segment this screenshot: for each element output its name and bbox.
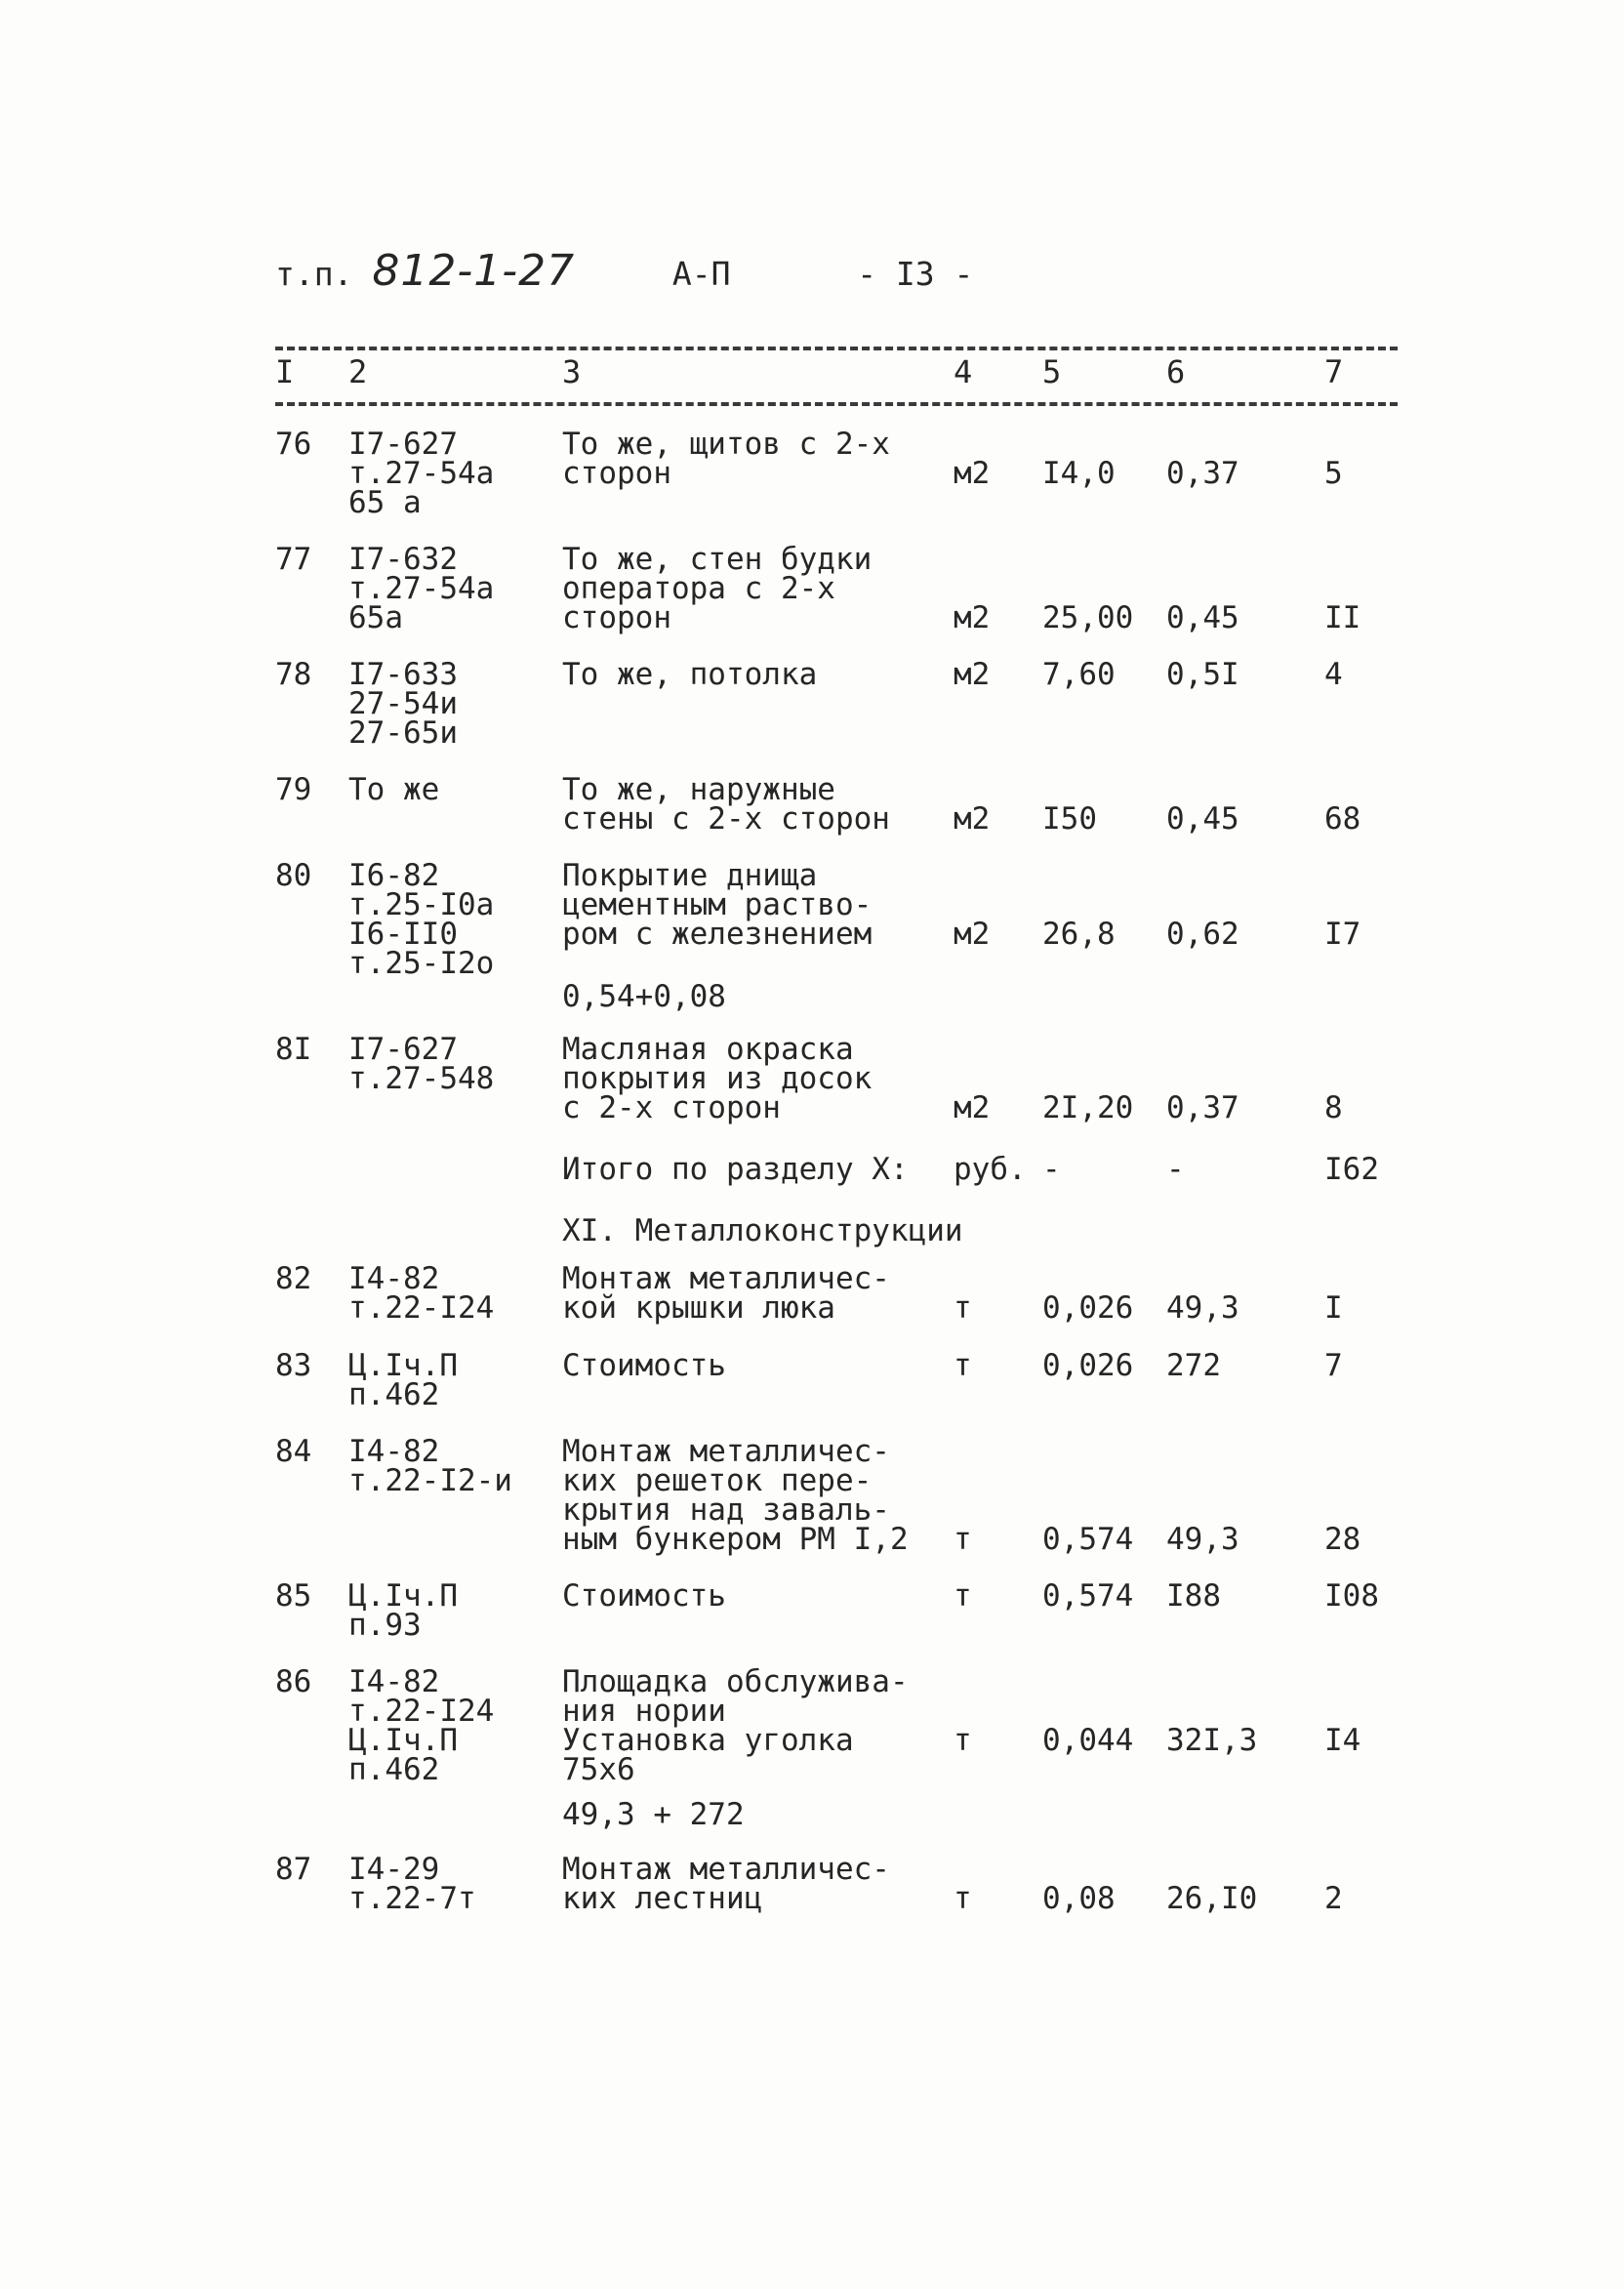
work-description [562,858,873,952]
norm-code-line: I7-627 [348,427,458,462]
row-number: 79 [275,772,312,807]
col-header-7: 7 [1324,353,1344,390]
unit: м2 [954,456,991,491]
col-header-4: 4 [954,353,973,390]
unit-price: 0,45 [1166,600,1239,635]
work-description [562,1434,909,1557]
work-description-line: Покрытие днища [562,858,818,893]
norm-code-line: I7-627 [348,1032,458,1067]
norm-code-line: п.93 [348,1608,422,1643]
row-number: 86 [275,1664,312,1699]
row-number: 77 [275,542,312,577]
row-number: 76 [275,427,312,462]
row-number: 85 [275,1578,312,1614]
work-description [562,1578,726,1614]
work-description [562,1852,890,1916]
norm-code-line: I7-633 [348,657,458,692]
norm-code [348,1664,495,1787]
row-number: 78 [275,657,312,692]
doc-number: 812-1-27 [372,246,576,296]
row-number: 83 [275,1348,312,1383]
page-header [275,246,973,296]
col-header-5: 5 [1042,353,1062,390]
norm-code-line: т.22-I24 [348,1694,495,1729]
unit-price: 0,37 [1166,456,1239,491]
work-description [562,1664,909,1787]
total-cost: I4 [1324,1723,1361,1758]
unit: м2 [954,917,991,952]
work-description-line: оператора с 2-х [562,571,835,606]
work-description-line: цементным раство- [562,887,873,922]
quantity: 7,60 [1042,657,1116,692]
norm-code-line: I4-82 [348,1434,440,1469]
unit: м2 [954,657,991,692]
norm-code-line: I4-82 [348,1664,440,1699]
subtotal-total: I62 [1324,1152,1379,1187]
section-title: ХI. Металлоконструкции [562,1213,963,1248]
quantity: 2I,20 [1042,1090,1134,1125]
norm-code-line: 27-54и [348,686,458,721]
work-description-line: 75х6 [562,1752,635,1787]
total-cost: 2 [1324,1881,1343,1916]
norm-code-line: Ц.Iч.П [348,1348,458,1383]
unit-price: 0,37 [1166,1090,1239,1125]
work-description [562,427,890,491]
norm-code [348,427,495,520]
total-cost: 68 [1324,801,1361,837]
norm-code-line: Ц.Iч.П [348,1723,458,1758]
work-description-line: Установка уголка [562,1723,854,1758]
total-cost: I08 [1324,1578,1379,1614]
norm-code [348,1348,458,1412]
norm-code [348,542,495,635]
norm-code-line: т.27-54а [348,571,495,606]
norm-code-line: т.22-I24 [348,1290,495,1326]
work-description-line: крытия над заваль- [562,1492,890,1528]
col-header-1: I [275,353,295,390]
work-description-line: Площадка обслужива- [562,1664,909,1699]
calc-note: 0,54+0,08 [562,979,726,1014]
work-description-line: Монтаж металличес- [562,1852,890,1887]
norm-code-line: То же [348,772,440,807]
unit: м2 [954,600,991,635]
norm-code-line: т.27-54а [348,456,495,491]
work-description [562,542,873,635]
quantity: 0,026 [1042,1348,1134,1383]
norm-code-line: т.22-7т [348,1881,476,1916]
work-description-line: ром с железнением [562,917,873,952]
norm-code [348,1578,458,1643]
norm-code-line: I4-82 [348,1261,440,1296]
unit-price: 26,I0 [1166,1881,1258,1916]
quantity: 25,00 [1042,600,1134,635]
unit-price: 49,3 [1166,1522,1239,1557]
norm-code [348,1032,495,1096]
norm-code-line: т.25-I0а [348,887,495,922]
unit: т [954,1881,972,1916]
work-description-line: То же, стен будки [562,542,873,577]
norm-code-line: 65 а [348,485,422,520]
unit-price: 0,5I [1166,657,1239,692]
total-cost: I7 [1324,917,1361,952]
work-description-line: То же, щитов с 2-х [562,427,890,462]
work-description-line: Монтаж металличес- [562,1434,890,1469]
norm-code-line: т.25-I2о [348,946,495,981]
subtotal-unit: руб. [954,1152,1027,1187]
unit: м2 [954,1090,991,1125]
norm-code-line: I7-632 [348,542,458,577]
unit-price: 32I,3 [1166,1723,1258,1758]
quantity: 0,574 [1042,1522,1134,1557]
work-description [562,1261,890,1326]
page-number: - I3 - [857,255,974,293]
norm-code-line: I6-82 [348,858,440,893]
norm-code-line: 27-65и [348,715,458,751]
quantity: 0,08 [1042,1881,1116,1916]
unit-price: 0,45 [1166,801,1239,837]
norm-code [348,1852,476,1916]
work-description-line: ких лестниц [562,1881,763,1916]
norm-code [348,772,440,807]
norm-code [348,1434,512,1498]
work-description-line: с 2-х сторон [562,1090,781,1125]
quantity: I50 [1042,801,1097,837]
work-description-line: То же, потолка [562,657,818,692]
work-description-line: Стоимость [562,1348,726,1383]
row-number: 8I [275,1032,312,1067]
total-cost: 5 [1324,456,1343,491]
norm-code-line: п.462 [348,1752,440,1787]
work-description-line: ным бункером РМ I,2 [562,1522,909,1557]
unit: т [954,1348,972,1383]
total-cost: II [1324,600,1361,635]
row-number: 87 [275,1852,312,1887]
subtotal-price: - [1166,1152,1185,1187]
col-header-6: 6 [1166,353,1186,390]
row-number: 84 [275,1434,312,1469]
subtotal-label: Итого по разделу Х: [562,1152,909,1187]
quantity: 0,574 [1042,1578,1134,1614]
quantity: 0,026 [1042,1290,1134,1326]
work-description-line: покрытия из досок [562,1061,873,1096]
unit-price: I88 [1166,1578,1221,1614]
work-description-line: Масляная окраска [562,1032,854,1067]
norm-code-line: I4-29 [348,1852,440,1887]
work-description [562,1032,873,1125]
work-description-line: ких решеток пере- [562,1463,873,1498]
unit: т [954,1522,972,1557]
work-description [562,772,890,837]
unit: т [954,1290,972,1326]
row-number: 80 [275,858,312,893]
total-cost: 28 [1324,1522,1361,1557]
subtotal-qty: - [1042,1152,1061,1187]
quantity: 0,044 [1042,1723,1134,1758]
unit: т [954,1723,972,1758]
work-description-line: кой крышки люка [562,1290,835,1326]
total-cost: I [1324,1290,1343,1326]
total-cost: 7 [1324,1348,1343,1383]
quantity: 26,8 [1042,917,1116,952]
unit-price: 49,3 [1166,1290,1239,1326]
doc-prefix: т.п. [275,255,353,293]
work-description [562,1348,726,1383]
col-header-2: 2 [348,353,368,390]
total-cost: 8 [1324,1090,1343,1125]
unit-price: 0,62 [1166,917,1239,952]
work-description-line: Стоимость [562,1578,726,1614]
quantity: I4,0 [1042,456,1116,491]
unit-price: 272 [1166,1348,1221,1383]
row-number: 82 [275,1261,312,1296]
calc-note: 49,3 + 272 [562,1797,745,1832]
norm-code [348,1261,495,1326]
work-description-line: сторон [562,600,671,635]
work-description-line: То же, наружные [562,772,835,807]
work-description-line: ния нории [562,1694,726,1729]
table-header-rule [275,402,1398,406]
work-description [562,657,818,692]
norm-code-line: п.462 [348,1377,440,1412]
album-code: А-П [671,255,731,293]
table-top-rule [275,347,1398,350]
work-description-line: Монтаж металличес- [562,1261,890,1296]
norm-code-line: т.22-I2-и [348,1463,512,1498]
norm-code-line: I6-II0 [348,917,458,952]
norm-code [348,858,495,981]
work-description-line: сторон [562,456,671,491]
norm-code-line: Ц.Iч.П [348,1578,458,1614]
norm-code-line: 65а [348,600,403,635]
norm-code-line: т.27-548 [348,1061,495,1096]
norm-code [348,657,458,751]
total-cost: 4 [1324,657,1343,692]
work-description-line: стены с 2-х сторон [562,801,890,837]
unit: т [954,1578,972,1614]
unit: м2 [954,801,991,837]
col-header-3: 3 [562,353,582,390]
